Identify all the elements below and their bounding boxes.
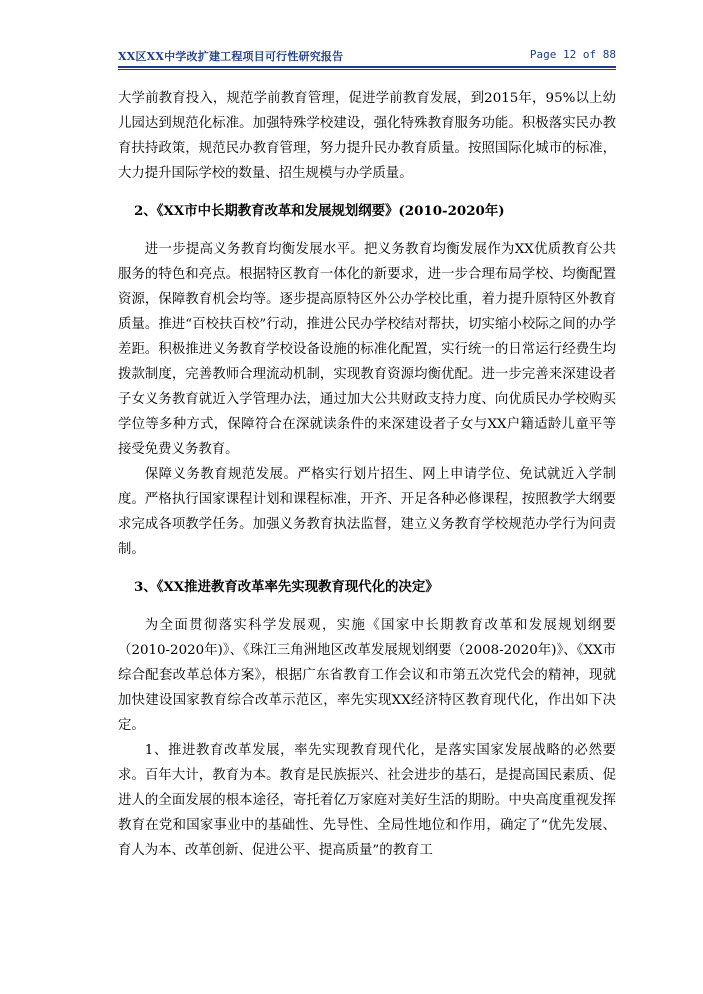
document-body bbox=[118, 86, 616, 863]
header-rule bbox=[118, 66, 616, 68]
paragraph: 1、推进教育改革发展，率先实现教育现代化，是落实国家发展战略的必然要求。百年大计，教育为本。教育是民族振兴、社会进步的基石，是提高国民素质、促进人的全面发展的根本途径，寄托着亿万家庭对美好生活的期盼。中央高度重视发挥教育在党和国家事业中的基础性、先导性、全局性地位和作用，确定了“优先发展、育人为本、改革创新、促进公平、提高质量”的教育工 bbox=[118, 743, 616, 858]
paragraph: 大学前教育投入，规范学前教育管理，促进学前教育发展，到2015年，95%以上幼儿园达到规范化标准。加强特殊学校建设，强化特殊教育服务功能。积极落实民办教育扶持政策，规范民办教育管理，努力提升民办教育质量。按照国际化城市的标准，大力提升国际学校的数量、招生规模与办学质量。 bbox=[118, 91, 616, 181]
section-heading: 2、《XX市中长期教育改革和发展规划纲要》(2010-2020年) bbox=[134, 203, 505, 219]
page-header bbox=[118, 48, 616, 66]
paragraph: 为全面贯彻落实科学发展观，实施《国家中长期教育改革和发展规划纲要（2010-2020年)》、《珠江三角洲地区改革发展规划纲要（2008-2020年)》、《XX市综合配套改革总体方案》，根据广东省教育工作会议和市第五次党代会的精神，现就加快建设国家教育综合改革示范区，率先实现XX经济特区教育现代化，作出如下决定。 bbox=[118, 618, 616, 733]
document-title: XX区XX中学改扩建工程项目可行性研究报告 bbox=[118, 50, 344, 63]
header-rule-thin bbox=[118, 69, 616, 70]
paragraph: 保障义务教育规范发展。严格实行划片招生、网上申请学位、免试就近入学制度。严格执行国家课程计划和课程标准，开齐、开足各种必修课程，按照教学大纲要求完成各项教学任务。加强义务教育执法监督，建立义务教育学校规范办学行为问责制。 bbox=[118, 467, 616, 557]
paragraph: 进一步提高义务教育均衡发展水平。把义务教育均衡发展作为XX优质教育公共服务的特色和亮点。根据特区教育一体化的新要求，进一步合理布局学校、均衡配置资源，保障教育机会均等。逐步提高原特区外公办学校比重，着力提升原特区外教育质量。推进“百校扶百校”行动，推进公民办学校结对帮扶，切实缩小校际之间的办学差距。积极推进义务教育学校设备设施的标准化配置，实行统一的日常运行经费生均拨款制度，完善教师合理流动机制，实现教育资源均衡优配。进一步完善来深建设者子女义务教育就近入学管理办法，通过加大公共财政支持力度、向优质民办学校购买学位等多种方式，保障符合在深就读条件的来深建设者子女与XX户籍适龄儿童平等接受免费义务教育。 bbox=[118, 242, 616, 457]
page-number: Page 12 of 88 bbox=[529, 48, 616, 61]
section-heading: 3、《XX推进教育改革率先实现教育现代化的决定》 bbox=[134, 579, 439, 595]
